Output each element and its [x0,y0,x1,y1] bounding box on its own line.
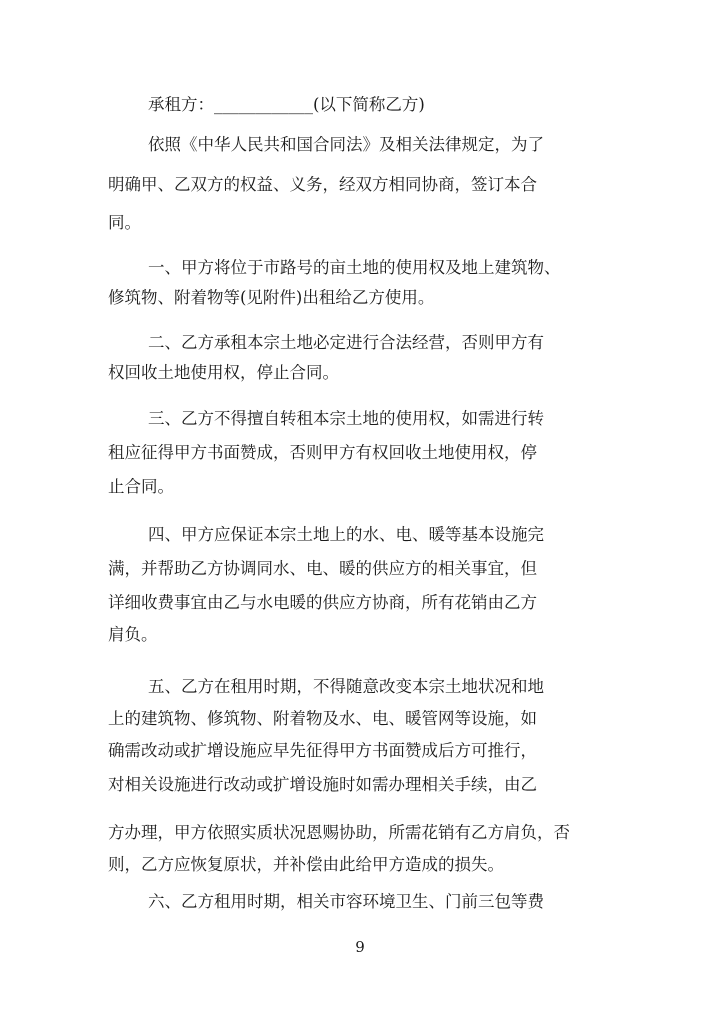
clause-6-line: 六、乙方租用时期，相关市容环境卫生、门前三包等费 [148,892,544,911]
clause-5-line: 上的建筑物、修筑物、附着物及水、电、暖管网等设施，如 [108,709,537,728]
text-line: 同。 [108,213,141,232]
clause-3-line: 三、乙方不得擅自转租本宗土地的使用权，如需进行转 [148,409,544,428]
clause-1-line: 修筑物、附着物等(见附件)出租给乙方使用。 [108,288,435,307]
clause-5-line: 确需改动或扩增设施应早先征得甲方书面赞成后方可推行， [108,741,537,760]
clause-2-line: 权回收土地使用权，停止合同。 [108,363,339,382]
page-number: 9 [355,938,365,956]
clause-4-line: 肩负。 [108,625,158,644]
clause-4-line: 四、甲方应保证本宗土地上的水、电、暖等基本设施完 [148,525,544,544]
clause-2-line: 二、乙方承租本宗土地必定进行合法经营，否则甲方有 [148,333,544,352]
text-line-lessee: 承租方：____________(以下简称乙方) [148,95,425,114]
clause-1-line: 一、甲方将位于市路号的亩土地的使用权及地上建筑物、 [148,258,561,277]
clause-5-line: 五、乙方在租用时期，不得随意改变本宗土地状况和地 [148,677,544,696]
clause-3-line: 止合同。 [108,477,174,496]
text-line: 明确甲、乙双方的权益、义务，经双方相同协商，签订本合 [108,175,537,194]
clause-5-line: 方办理，甲方依照实质状况恩赐协助，所需花销有乙方肩负，否 [108,823,570,842]
clause-3-line: 租应征得甲方书面赞成，否则甲方有权回收土地使用权，停 [108,443,537,462]
clause-4-line: 满，并帮助乙方协调同水、电、暖的供应方的相关事宜，但 [108,559,537,578]
clause-5-line: 则，乙方应恢复原状，并补偿由此给甲方造成的损失。 [108,855,504,874]
clause-4-line: 详细收费事宜由乙与水电暖的供应方协商，所有花销由乙方 [108,593,537,612]
clause-5-line: 对相关设施进行改动或扩增设施时如需办理相关手续，由乙 [108,775,537,794]
text-line: 依照《中华人民共和国合同法》及相关法律规定，为了 [148,135,544,154]
